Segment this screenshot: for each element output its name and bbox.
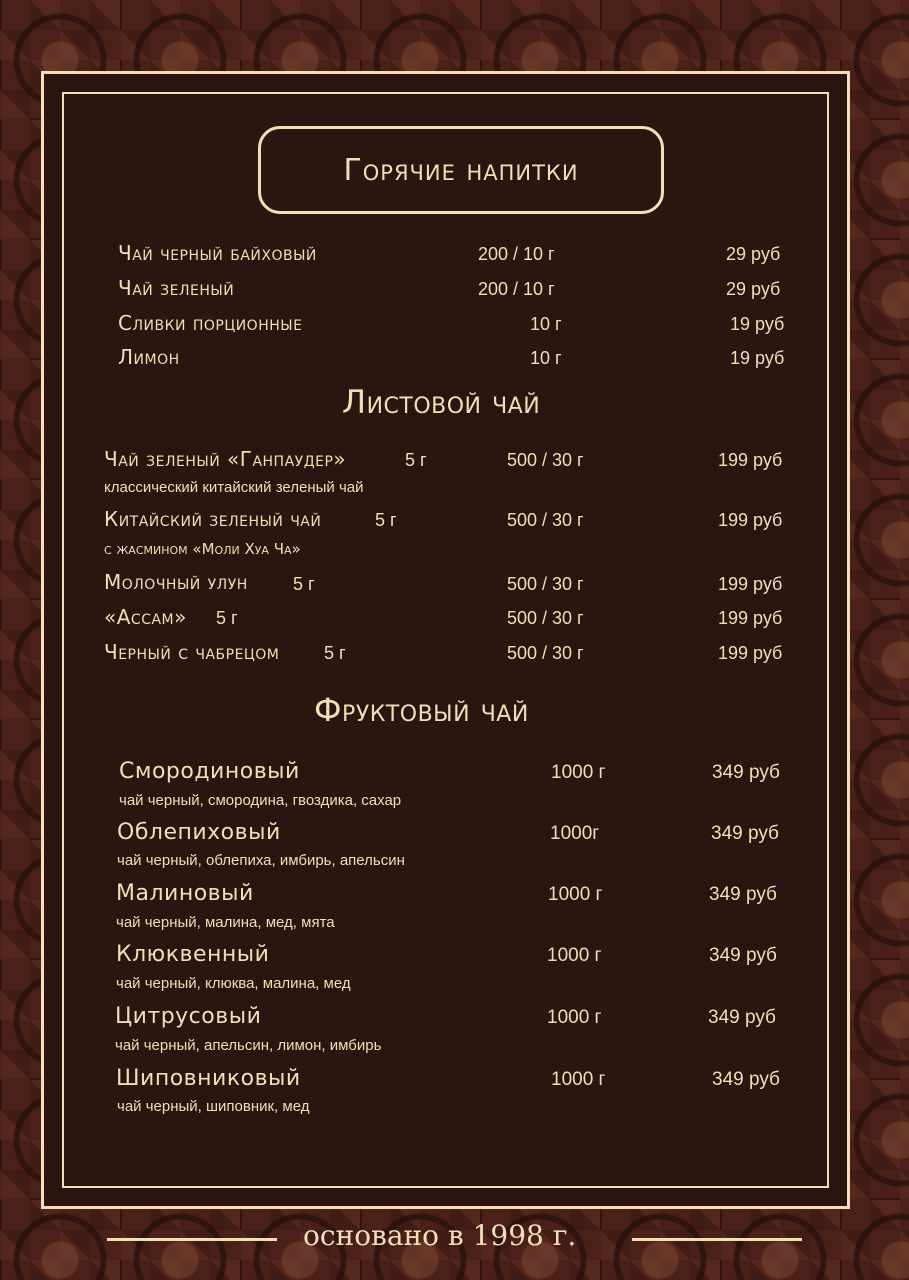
menu-item-weight: 5 г	[405, 450, 427, 470]
menu-item-description: чай черный, апельсин, лимон, имбирь	[115, 1037, 382, 1054]
menu-item-portion: 200 / 10 г	[478, 279, 555, 299]
menu-item-name: Лимон	[118, 345, 180, 369]
section-heading-fruit-tea: Фруктовый чай	[314, 691, 529, 729]
menu-item-price: 19 руб	[730, 348, 785, 368]
page-title: Горячие напитки	[343, 152, 579, 188]
menu-item-portion: 1000 г	[551, 762, 606, 783]
menu-item-portion: 1000 г	[547, 1007, 602, 1028]
menu-item-weight: 5 г	[324, 643, 346, 663]
menu-item-description: классический китайский зеленый чай	[104, 479, 364, 496]
menu-item-weight: 5 г	[216, 608, 238, 628]
menu-item-price: 349 руб	[709, 945, 777, 966]
menu-item-description: чай черный, облепиха, имбирь, апельсин	[117, 852, 405, 869]
menu-item-name: Шиповниковый	[116, 1066, 301, 1091]
menu-item-portion: 500 / 30 г	[507, 450, 584, 470]
footer-rule-right	[632, 1238, 802, 1241]
menu-item-weight: 5 г	[375, 510, 397, 530]
menu-item-name: Клюквенный	[116, 942, 270, 967]
menu-item-name: Смородиновый	[119, 759, 300, 784]
menu-item-portion: 1000 г	[551, 1069, 606, 1090]
footer-rule-left	[107, 1238, 277, 1241]
menu-item-price: 199 руб	[718, 450, 783, 470]
menu-item-price: 19 руб	[730, 314, 785, 334]
menu-item-name: Сливки порционные	[118, 311, 303, 335]
menu-item-portion: 10 г	[530, 348, 562, 368]
menu-item-price: 199 руб	[718, 608, 783, 628]
menu-item-portion: 500 / 30 г	[507, 574, 584, 594]
menu-item-price: 29 руб	[726, 279, 781, 299]
section-heading-leaf-tea: Листовой чай	[342, 383, 541, 421]
menu-item-price: 349 руб	[712, 762, 780, 783]
menu-item-price: 29 руб	[726, 244, 781, 264]
menu-item-description: чай черный, малина, мед, мята	[116, 914, 335, 931]
menu-item-portion: 500 / 30 г	[507, 510, 584, 530]
menu-item-portion: 1000 г	[548, 884, 603, 905]
menu-item-description: чай черный, шиповник, мед	[117, 1098, 310, 1115]
menu-item-price: 349 руб	[711, 823, 779, 844]
menu-item-name: Китайский зеленый чай	[104, 507, 322, 531]
menu-item-price: 349 руб	[709, 884, 777, 905]
menu-item-name: Молочный улун	[104, 570, 248, 594]
menu-item-name: Черный с чабрецом	[104, 640, 280, 664]
menu-item-portion: 500 / 30 г	[507, 643, 584, 663]
menu-item-price: 199 руб	[718, 510, 783, 530]
menu-item-portion: 10 г	[530, 314, 562, 334]
menu-item-portion: 1000г	[550, 823, 600, 844]
menu-item-price: 199 руб	[718, 643, 783, 663]
menu-item-name: Чай зеленый «Ганпаудер»	[104, 447, 347, 471]
footer-founded-text: основано в 1998 г.	[303, 1219, 577, 1252]
menu-item-description: с жасмином «Моли Хуа Ча»	[104, 540, 301, 558]
menu-item-name: Облепиховый	[117, 820, 281, 845]
menu-item-price: 349 руб	[708, 1007, 776, 1028]
menu-item-name: «Ассам»	[104, 605, 187, 629]
menu-item-description: чай черный, клюква, малина, мед	[116, 975, 351, 992]
menu-item-description: чай черный, смородина, гвоздика, сахар	[119, 792, 402, 809]
menu-item-name: Малиновый	[116, 881, 254, 906]
menu-item-name: Чай черный байховый	[118, 241, 317, 265]
menu-item-weight: 5 г	[293, 574, 315, 594]
menu-item-portion: 1000 г	[547, 945, 602, 966]
menu-item-portion: 500 / 30 г	[507, 608, 584, 628]
menu-item-price: 199 руб	[718, 574, 783, 594]
menu-item-name: Чай зеленый	[118, 276, 235, 300]
menu-item-price: 349 руб	[712, 1069, 780, 1090]
menu-item-portion: 200 / 10 г	[478, 244, 555, 264]
section-title-box	[258, 126, 664, 214]
menu-item-name: Цитрусовый	[115, 1004, 262, 1029]
